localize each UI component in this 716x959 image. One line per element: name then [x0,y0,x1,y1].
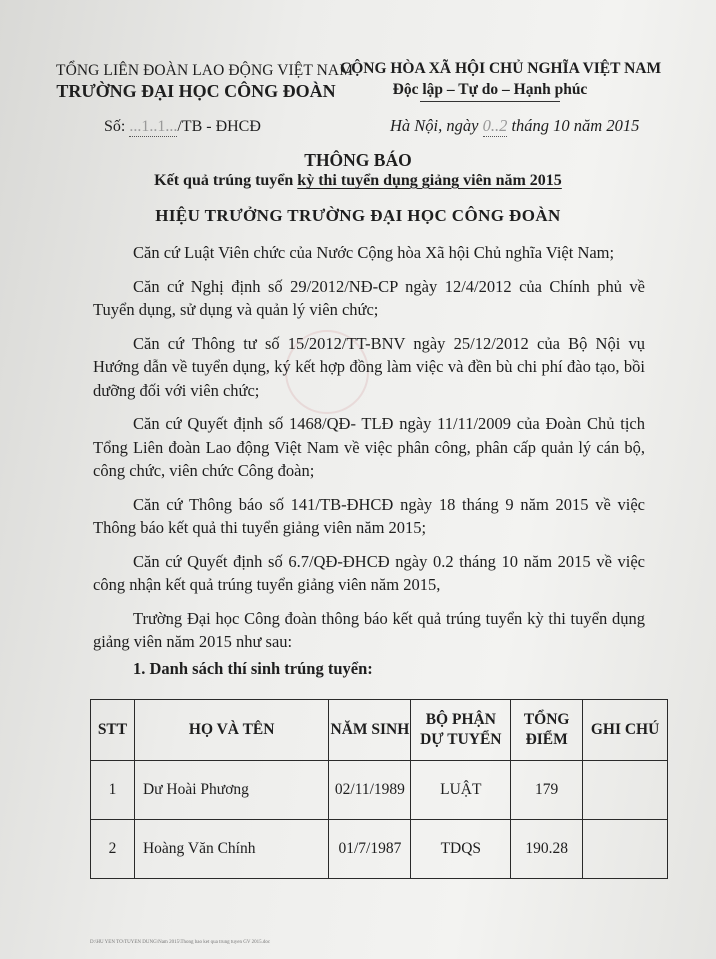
document-number [104,118,261,137]
motto-underline [420,101,560,102]
docno-prefix: Số: [104,118,130,135]
results-table [90,699,668,879]
parent-organization: TỔNG LIÊN ĐOÀN LAO ĐỘNG VIỆT NAM [56,62,354,79]
basis-paragraph: Căn cứ Nghị định số 29/2012/NĐ-CP ngày 12/4/2012 của Chính phủ về Tuyển dụng, sử dụng và quản lý viên chức; [93,276,645,319]
docno-blank: ...1..1... [129,118,178,135]
section-heading: 1. Danh sách thí sinh trúng tuyển: [133,659,373,678]
cell-note [583,820,668,879]
basis-paragraph: Căn cứ Luật Viên chức của Nước Cộng hòa Xã hội Chủ nghĩa Việt Nam; [133,243,615,262]
country-name: CỘNG HÒA XÃ HỘI CHỦ NGHĨA VIỆT NAM [340,60,662,77]
day-blank: 0..2 [482,116,508,135]
subtitle-part-a: Kết quả trúng tuyển [154,172,298,189]
cell-score: 190.28 [511,820,583,879]
document-body [93,241,645,664]
place-and-date [390,116,639,137]
table-row [91,761,668,820]
cell-name: Hoàng Văn Chính [134,820,328,879]
basis-paragraph: Căn cứ Quyết định số 6.7/QĐ-ĐHCĐ ngày 0.2 tháng 10 năm 2015 về việc công nhận kết quả trúng tuyển giảng viên năm 2015, [93,551,645,594]
col-header-total-score: TỔNG ĐIỂM [511,700,583,761]
basis-paragraph: Căn cứ Quyết định số 1468/QĐ- TLĐ ngày 11/11/2009 của Đoàn Chủ tịch Tổng Liên đoàn Lao động Việt Nam về việc phân công, phân cấp quản lý cán bộ, công chức, viên chức Công đoàn; [93,414,645,480]
basis-paragraph: Căn cứ Thông báo số 141/TB-ĐHCĐ ngày 18 tháng 9 năm 2015 về việc Thông báo kết quả thi tuyển giảng viên năm 2015; [93,494,645,537]
basis-paragraph: Căn cứ Thông tư số 15/2012/TT-BNV ngày 25/12/2012 của Bộ Nội vụ Hướng dẫn về tuyển dụng, ký kết hợp đồng làm việc và đền bù chi phí đào tạo, bồi dưỡng đối với viên chức; [93,333,645,400]
issuing-school: TRƯỜNG ĐẠI HỌC CÔNG ĐOÀN [56,81,336,101]
subtitle-part-b: kỳ thi tuyển dụng giảng viên năm 2015 [297,172,562,189]
place-suffix: tháng 10 năm 2015 [507,116,640,135]
announcement-paragraph: Trường Đại học Công đoàn thông báo kết quả trúng tuyển kỳ thi tuyển dụng giảng viên năm 2015 như sau: [93,608,645,651]
place-prefix: Hà Nội, ngày [390,116,483,135]
cell-note [583,761,668,820]
table-header-row [91,700,668,761]
cell-birth-date: 02/11/1989 [329,761,411,820]
national-header [340,60,662,102]
col-header-birth-year: NĂM SINH [329,700,411,761]
col-header-name: HỌ VÀ TÊN [134,700,328,761]
col-header-stt: STT [91,700,135,761]
cell-stt: 1 [91,761,135,820]
cell-department: TDQS [411,820,511,879]
table-row [91,820,668,879]
cell-score: 179 [511,761,583,820]
issuer-block [56,62,354,102]
col-header-note: GHI CHÚ [583,700,668,761]
cell-birth-date: 01/7/1987 [329,820,411,879]
document-title: THÔNG BÁO [304,150,412,170]
authority-heading: HIỆU TRƯỞNG TRƯỜNG ĐẠI HỌC CÔNG ĐOÀN [155,206,561,225]
cell-department: LUẬT [411,761,511,820]
docno-suffix: /TB - ĐHCĐ [177,118,261,135]
cell-stt: 2 [91,820,135,879]
col-header-department: BỘ PHẬN DỰ TUYỂN [411,700,511,761]
cell-name: Dư Hoài Phương [134,761,328,820]
national-motto: Độc lập – Tự do – Hạnh phúc [392,81,588,98]
file-path-footer: D:\HU YEN TO\TUYEN DUNG\Nam 2015\Thong bao ket qua trung tuyen GV 2015.doc [90,940,271,945]
document-subtitle [0,172,716,190]
